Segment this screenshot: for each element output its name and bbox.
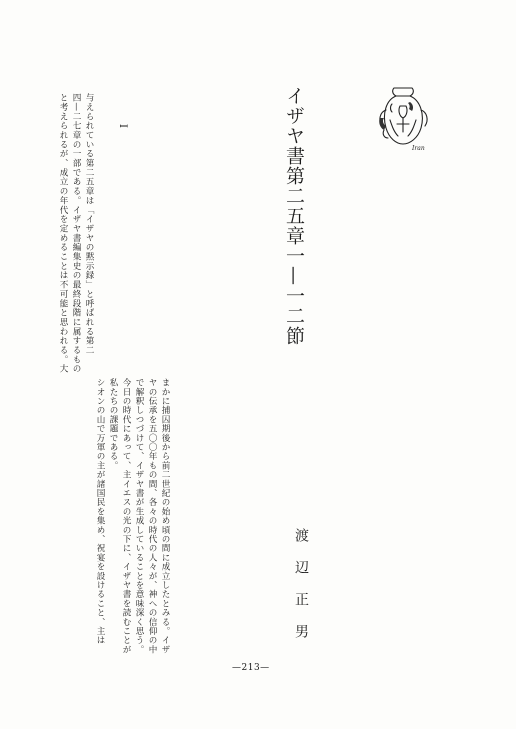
body-column: 私たちの課題である。 [108, 378, 118, 470]
body-column: と考えられるが、成立の年代を定めることは不可能と思われる。大 [58, 93, 68, 374]
article-title: イザヤ書第二五章一—一二節 [283, 86, 305, 346]
body-column: で解釈しつづけて、イザヤ書が生成していることを意味深く思う。 [134, 378, 144, 654]
body-column: 四—二七章の一部である。イザヤ書編集史の最終段階に属するもの [71, 93, 81, 374]
artist-signature: Iran [412, 145, 425, 152]
page-number: —213— [232, 663, 270, 673]
body-column: まかに捕囚期後から前二世紀の始め頃の間に成立したとみる。イザ [160, 378, 170, 654]
section-numeral: I [117, 124, 128, 128]
author-name: 渡辺正男 [293, 528, 309, 656]
body-column: シオンの山で万軍の主が諸国民を集め、祝宴を設けること、主は [95, 378, 105, 645]
body-column: 今日の時代にあって、主イエスの光の下に、イザヤ書を読むことが [121, 378, 131, 654]
body-column: 与えられている第二五章は「イザヤの黙示録」と呼ばれる第二 [84, 93, 94, 355]
body-column: ヤの伝承を五〇〇年もの間、各々の時代の人々が、神への信仰の中 [147, 378, 157, 654]
jar-illustration-icon [372, 80, 434, 152]
